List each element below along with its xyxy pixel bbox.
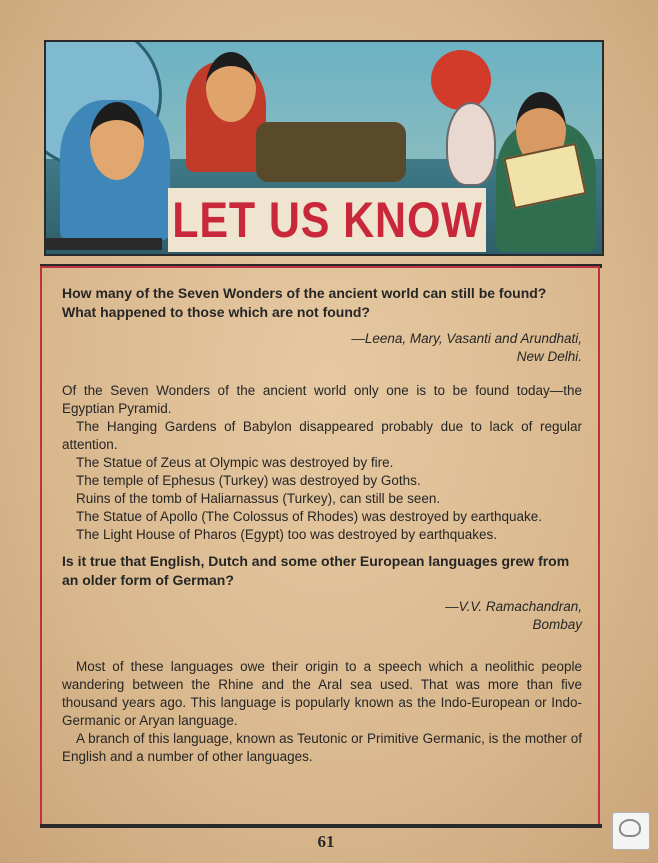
man-head-illustration bbox=[206, 52, 256, 122]
vehicle-illustration bbox=[256, 122, 406, 182]
boy-head-illustration bbox=[90, 102, 144, 180]
question-1-author bbox=[62, 330, 582, 366]
spacer bbox=[62, 650, 582, 658]
spacer bbox=[62, 544, 582, 552]
page-title: LET US KNOW bbox=[171, 192, 483, 248]
question-1: How many of the Seven Wonders of the ancient world can still be found? What happened to those which are not found? bbox=[62, 285, 547, 320]
answer-1-paragraph: Of the Seven Wonders of the ancient world only one is to be found today—the Egyptian Pyramid. bbox=[62, 383, 582, 416]
answer-1-paragraph: Ruins of the tomb of Haliarnassus (Turkey), can still be seen. bbox=[76, 491, 441, 506]
frame-bottom-rule bbox=[40, 824, 602, 828]
flask-illustration bbox=[446, 102, 496, 186]
flower-illustration bbox=[431, 50, 491, 110]
logo-icon bbox=[619, 819, 641, 837]
question-1-author-names: —Leena, Mary, Vasanti and Arundhati, bbox=[351, 331, 582, 346]
answer-1-paragraph: The Light House of Pharos (Egypt) too was destroyed by earthquakes. bbox=[76, 527, 497, 542]
answer-1-paragraph: The Hanging Gardens of Babylon disappeared probably due to lack of regular attention. bbox=[62, 419, 582, 452]
question-2-author bbox=[62, 598, 582, 634]
publisher-logo bbox=[612, 812, 650, 850]
question-2: Is it true that English, Dutch and some other European languages grew from an older form of German? bbox=[62, 553, 570, 588]
decorative-bar bbox=[44, 238, 162, 250]
question-2-author-place: Bombay bbox=[532, 617, 582, 632]
page-number: 61 bbox=[317, 832, 335, 851]
question-2-author-names: —V.V. Ramachandran, bbox=[445, 599, 582, 614]
question-1-author-place: New Delhi. bbox=[516, 349, 582, 364]
answer-1-paragraph: The temple of Ephesus (Turkey) was destroyed by Goths. bbox=[76, 473, 421, 488]
answer-1-paragraph: The Statue of Apollo (The Colossus of Rhodes) was destroyed by earthquake. bbox=[76, 509, 543, 524]
answer-1-paragraph: The Statue of Zeus at Olympic was destroyed by fire. bbox=[76, 455, 394, 470]
article-content bbox=[62, 284, 582, 766]
answer-2-paragraph: Most of these languages owe their origin to a speech which a neolithic people wandering between the Rhine and the Aral sea used. That was more than five thousand years ago. This language is popularly known as the Indo-European or Indo-Germanic or Aryan language. bbox=[62, 659, 582, 728]
answer-2-paragraph: A branch of this language, known as Teutonic or Primitive Germanic, is the mother of English and a number of other languages. bbox=[62, 731, 582, 764]
title-box bbox=[168, 188, 486, 252]
